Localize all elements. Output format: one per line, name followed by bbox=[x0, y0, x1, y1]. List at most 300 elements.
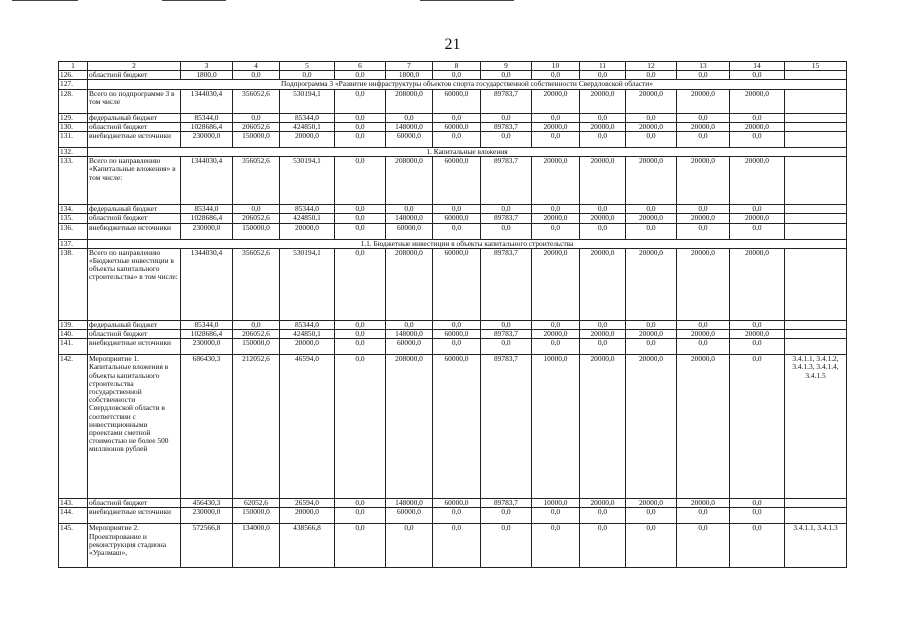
value-cell: 0,0 bbox=[532, 320, 580, 329]
target-codes: 3.4.1.1, 3.4.1.3 bbox=[785, 524, 847, 568]
value-cell: 208000,0 bbox=[386, 248, 433, 320]
value-cell: 0,0 bbox=[335, 524, 386, 568]
column-header: 7 bbox=[386, 62, 433, 71]
value-cell: 0,0 bbox=[481, 113, 532, 122]
value-cell: 0,0 bbox=[580, 132, 626, 148]
row-label: внебюджетные источники bbox=[88, 132, 181, 148]
value-cell: 60000,0 bbox=[433, 89, 481, 113]
value-cell: 20000,0 bbox=[730, 89, 785, 113]
section-title: 1.1. Бюджетные инвестиции в объекты капитального строительства bbox=[88, 239, 847, 248]
row-number: 127. bbox=[59, 80, 88, 89]
section-title-row bbox=[59, 80, 847, 89]
target-codes bbox=[785, 330, 847, 339]
table-row bbox=[59, 157, 847, 205]
value-cell: 206052,6 bbox=[233, 122, 280, 131]
value-cell: 150000,0 bbox=[233, 223, 280, 239]
table-row bbox=[59, 499, 847, 508]
value-cell: 0,0 bbox=[580, 223, 626, 239]
value-cell: 208000,0 bbox=[386, 89, 433, 113]
value-cell: 20000,0 bbox=[532, 122, 580, 131]
value-cell: 20000,0 bbox=[580, 214, 626, 223]
row-label: областной бюджет bbox=[88, 330, 181, 339]
value-cell: 0,0 bbox=[677, 205, 730, 214]
top-rule-right bbox=[420, 0, 514, 1]
value-cell: 0,0 bbox=[677, 71, 730, 80]
value-cell: 424850,1 bbox=[280, 330, 335, 339]
value-cell: 0,0 bbox=[626, 223, 677, 239]
value-cell: 20000,0 bbox=[730, 248, 785, 320]
value-cell: 456430,3 bbox=[181, 499, 233, 508]
row-number: 128. bbox=[59, 89, 88, 113]
value-cell: 208000,0 bbox=[386, 157, 433, 205]
row-number: 133. bbox=[59, 157, 88, 205]
table-row bbox=[59, 320, 847, 329]
value-cell: 0,0 bbox=[386, 524, 433, 568]
value-cell: 686430,3 bbox=[181, 355, 233, 499]
value-cell: 572566,8 bbox=[181, 524, 233, 568]
target-codes bbox=[785, 132, 847, 148]
value-cell: 20000,0 bbox=[280, 508, 335, 524]
value-cell: 0,0 bbox=[626, 339, 677, 355]
row-number: 143. bbox=[59, 499, 88, 508]
value-cell: 0,0 bbox=[677, 132, 730, 148]
value-cell: 20000,0 bbox=[532, 214, 580, 223]
value-cell: 20000,0 bbox=[626, 89, 677, 113]
target-codes bbox=[785, 499, 847, 508]
value-cell: 20000,0 bbox=[626, 122, 677, 131]
column-header: 8 bbox=[433, 62, 481, 71]
value-cell: 0,0 bbox=[730, 355, 785, 499]
value-cell: 206052,6 bbox=[233, 214, 280, 223]
row-number: 140. bbox=[59, 330, 88, 339]
value-cell: 0,0 bbox=[433, 223, 481, 239]
value-cell: 20000,0 bbox=[677, 330, 730, 339]
value-cell: 60000,0 bbox=[386, 132, 433, 148]
value-cell: 0,0 bbox=[677, 320, 730, 329]
value-cell: 89783,7 bbox=[481, 122, 532, 131]
value-cell: 60000,0 bbox=[386, 508, 433, 524]
row-label: федеральный бюджет bbox=[88, 205, 181, 214]
value-cell: 0,0 bbox=[532, 524, 580, 568]
value-cell: 10000,0 bbox=[532, 499, 580, 508]
value-cell: 1344030,4 bbox=[181, 248, 233, 320]
table-row bbox=[59, 122, 847, 131]
table-row bbox=[59, 508, 847, 524]
row-number: 138. bbox=[59, 248, 88, 320]
value-cell: 0,0 bbox=[481, 223, 532, 239]
value-cell: 356052,6 bbox=[233, 248, 280, 320]
table-row bbox=[59, 248, 847, 320]
value-cell: 230000,0 bbox=[181, 339, 233, 355]
table-row bbox=[59, 214, 847, 223]
value-cell: 0,0 bbox=[730, 205, 785, 214]
value-cell: 20000,0 bbox=[677, 157, 730, 205]
value-cell: 60000,0 bbox=[433, 122, 481, 131]
table-row bbox=[59, 355, 847, 499]
value-cell: 208000,0 bbox=[386, 355, 433, 499]
value-cell: 0,0 bbox=[481, 71, 532, 80]
value-cell: 1028686,4 bbox=[181, 330, 233, 339]
column-header: 2 bbox=[88, 62, 181, 71]
value-cell: 0,0 bbox=[730, 339, 785, 355]
value-cell: 20000,0 bbox=[730, 122, 785, 131]
value-cell: 20000,0 bbox=[580, 248, 626, 320]
row-number: 145. bbox=[59, 524, 88, 568]
value-cell: 0,0 bbox=[677, 339, 730, 355]
value-cell: 0,0 bbox=[335, 508, 386, 524]
value-cell: 0,0 bbox=[433, 524, 481, 568]
row-number: 129. bbox=[59, 113, 88, 122]
value-cell: 356052,6 bbox=[233, 89, 280, 113]
row-number: 131. bbox=[59, 132, 88, 148]
value-cell: 148000,0 bbox=[386, 122, 433, 131]
value-cell: 0,0 bbox=[730, 508, 785, 524]
value-cell: 0,0 bbox=[280, 71, 335, 80]
column-header: 13 bbox=[677, 62, 730, 71]
value-cell: 148000,0 bbox=[386, 499, 433, 508]
value-cell: 0,0 bbox=[626, 508, 677, 524]
value-cell: 0,0 bbox=[730, 524, 785, 568]
value-cell: 60000,0 bbox=[433, 355, 481, 499]
value-cell: 0,0 bbox=[677, 524, 730, 568]
value-cell: 424850,1 bbox=[280, 214, 335, 223]
value-cell: 0,0 bbox=[335, 71, 386, 80]
value-cell: 89783,7 bbox=[481, 214, 532, 223]
section-title-row bbox=[59, 148, 847, 157]
value-cell: 0,0 bbox=[335, 330, 386, 339]
value-cell: 20000,0 bbox=[580, 499, 626, 508]
table-row bbox=[59, 205, 847, 214]
column-header: 1 bbox=[59, 62, 88, 71]
table-row bbox=[59, 89, 847, 113]
value-cell: 89783,7 bbox=[481, 330, 532, 339]
value-cell: 0,0 bbox=[433, 320, 481, 329]
value-cell: 0,0 bbox=[730, 113, 785, 122]
value-cell: 0,0 bbox=[233, 205, 280, 214]
value-cell: 150000,0 bbox=[233, 508, 280, 524]
value-cell: 0,0 bbox=[481, 524, 532, 568]
value-cell: 0,0 bbox=[730, 320, 785, 329]
section-title-row bbox=[59, 239, 847, 248]
value-cell: 20000,0 bbox=[730, 330, 785, 339]
value-cell: 60000,0 bbox=[433, 157, 481, 205]
table-row bbox=[59, 71, 847, 80]
value-cell: 1800,0 bbox=[386, 71, 433, 80]
value-cell: 212052,6 bbox=[233, 355, 280, 499]
section-title: Подпрограмма 3 «Развитие инфраструктуры объектов спорта государственной собственности Свердловской области» bbox=[88, 80, 847, 89]
row-label: областной бюджет bbox=[88, 214, 181, 223]
value-cell: 0,0 bbox=[233, 320, 280, 329]
value-cell: 20000,0 bbox=[280, 223, 335, 239]
value-cell: 424850,1 bbox=[280, 122, 335, 131]
value-cell: 134000,0 bbox=[233, 524, 280, 568]
row-number: 137. bbox=[59, 239, 88, 248]
row-number: 130. bbox=[59, 122, 88, 131]
row-label: Мероприятие 1. Капитальные вложения в объекты капитального строительства государственной собственности Свердловской области в соответствии с инвестиционными проектами сметной стоимостью не более 500 миллионов рублей bbox=[88, 355, 181, 499]
row-number: 132. bbox=[59, 148, 88, 157]
value-cell: 0,0 bbox=[335, 157, 386, 205]
value-cell: 1344030,4 bbox=[181, 157, 233, 205]
row-number: 135. bbox=[59, 214, 88, 223]
value-cell: 0,0 bbox=[335, 355, 386, 499]
value-cell: 85344,0 bbox=[181, 320, 233, 329]
value-cell: 20000,0 bbox=[580, 355, 626, 499]
value-cell: 206052,6 bbox=[233, 330, 280, 339]
value-cell: 230000,0 bbox=[181, 132, 233, 148]
value-cell: 89783,7 bbox=[481, 499, 532, 508]
value-cell: 20000,0 bbox=[280, 339, 335, 355]
value-cell: 230000,0 bbox=[181, 508, 233, 524]
column-header: 5 bbox=[280, 62, 335, 71]
target-codes bbox=[785, 205, 847, 214]
value-cell: 0,0 bbox=[532, 113, 580, 122]
value-cell: 20000,0 bbox=[532, 248, 580, 320]
row-label: внебюджетные источники bbox=[88, 508, 181, 524]
value-cell: 0,0 bbox=[433, 205, 481, 214]
row-number: 136. bbox=[59, 223, 88, 239]
row-number: 139. bbox=[59, 320, 88, 329]
value-cell: 0,0 bbox=[481, 508, 532, 524]
header-row bbox=[59, 62, 847, 71]
row-number: 142. bbox=[59, 355, 88, 499]
value-cell: 0,0 bbox=[233, 71, 280, 80]
target-codes bbox=[785, 71, 847, 80]
value-cell: 0,0 bbox=[335, 89, 386, 113]
value-cell: 438566,8 bbox=[280, 524, 335, 568]
value-cell: 89783,7 bbox=[481, 248, 532, 320]
value-cell: 0,0 bbox=[730, 132, 785, 148]
value-cell: 0,0 bbox=[335, 122, 386, 131]
table-row bbox=[59, 524, 847, 568]
value-cell: 85344,0 bbox=[280, 205, 335, 214]
value-cell: 89783,7 bbox=[481, 157, 532, 205]
column-header: 9 bbox=[481, 62, 532, 71]
value-cell: 60000,0 bbox=[433, 499, 481, 508]
value-cell: 0,0 bbox=[335, 223, 386, 239]
value-cell: 20000,0 bbox=[580, 330, 626, 339]
budget-table bbox=[58, 61, 847, 568]
column-header: 6 bbox=[335, 62, 386, 71]
target-codes bbox=[785, 122, 847, 131]
column-header: 15 bbox=[785, 62, 847, 71]
value-cell: 20000,0 bbox=[677, 355, 730, 499]
value-cell: 60000,0 bbox=[433, 330, 481, 339]
row-label: областной бюджет bbox=[88, 122, 181, 131]
row-number: 144. bbox=[59, 508, 88, 524]
value-cell: 356052,6 bbox=[233, 157, 280, 205]
value-cell: 20000,0 bbox=[626, 355, 677, 499]
value-cell: 60000,0 bbox=[433, 214, 481, 223]
value-cell: 0,0 bbox=[677, 508, 730, 524]
value-cell: 0,0 bbox=[532, 223, 580, 239]
value-cell: 150000,0 bbox=[233, 132, 280, 148]
value-cell: 148000,0 bbox=[386, 214, 433, 223]
value-cell: 0,0 bbox=[677, 223, 730, 239]
value-cell: 0,0 bbox=[626, 524, 677, 568]
value-cell: 20000,0 bbox=[580, 157, 626, 205]
value-cell: 0,0 bbox=[481, 205, 532, 214]
value-cell: 20000,0 bbox=[626, 157, 677, 205]
column-header: 14 bbox=[730, 62, 785, 71]
value-cell: 89783,7 bbox=[481, 355, 532, 499]
value-cell: 0,0 bbox=[532, 205, 580, 214]
value-cell: 0,0 bbox=[481, 339, 532, 355]
column-header: 3 bbox=[181, 62, 233, 71]
value-cell: 0,0 bbox=[335, 339, 386, 355]
value-cell: 530194,1 bbox=[280, 157, 335, 205]
value-cell: 26594,0 bbox=[280, 499, 335, 508]
target-codes bbox=[785, 320, 847, 329]
value-cell: 0,0 bbox=[433, 71, 481, 80]
column-header: 4 bbox=[233, 62, 280, 71]
value-cell: 148000,0 bbox=[386, 330, 433, 339]
target-codes bbox=[785, 223, 847, 239]
value-cell: 0,0 bbox=[433, 339, 481, 355]
value-cell: 0,0 bbox=[580, 320, 626, 329]
row-label: областной бюджет bbox=[88, 71, 181, 80]
value-cell: 0,0 bbox=[386, 205, 433, 214]
column-header: 12 bbox=[626, 62, 677, 71]
value-cell: 20000,0 bbox=[677, 89, 730, 113]
value-cell: 60000,0 bbox=[386, 339, 433, 355]
target-codes: 3.4.1.1, 3.4.1.2, 3.4.1.3, 3.4.1.4, 3.4.1.5 bbox=[785, 355, 847, 499]
row-number: 141. bbox=[59, 339, 88, 355]
row-label: областной бюджет bbox=[88, 499, 181, 508]
row-label: федеральный бюджет bbox=[88, 320, 181, 329]
top-rule-mid bbox=[162, 0, 226, 1]
table-row bbox=[59, 339, 847, 355]
value-cell: 0,0 bbox=[580, 339, 626, 355]
value-cell: 0,0 bbox=[433, 132, 481, 148]
value-cell: 0,0 bbox=[335, 113, 386, 122]
value-cell: 0,0 bbox=[532, 132, 580, 148]
target-codes bbox=[785, 508, 847, 524]
target-codes bbox=[785, 214, 847, 223]
value-cell: 0,0 bbox=[335, 214, 386, 223]
value-cell: 20000,0 bbox=[626, 214, 677, 223]
value-cell: 20000,0 bbox=[580, 122, 626, 131]
value-cell: 0,0 bbox=[335, 132, 386, 148]
value-cell: 0,0 bbox=[677, 113, 730, 122]
value-cell: 150000,0 bbox=[233, 339, 280, 355]
value-cell: 60000,0 bbox=[433, 248, 481, 320]
value-cell: 20000,0 bbox=[677, 248, 730, 320]
row-label: федеральный бюджет bbox=[88, 113, 181, 122]
value-cell: 89783,7 bbox=[481, 89, 532, 113]
value-cell: 10000,0 bbox=[532, 355, 580, 499]
value-cell: 0,0 bbox=[626, 205, 677, 214]
value-cell: 1800,0 bbox=[181, 71, 233, 80]
value-cell: 0,0 bbox=[532, 339, 580, 355]
value-cell: 0,0 bbox=[386, 113, 433, 122]
value-cell: 0,0 bbox=[481, 320, 532, 329]
value-cell: 0,0 bbox=[233, 113, 280, 122]
target-codes bbox=[785, 113, 847, 122]
row-number: 134. bbox=[59, 205, 88, 214]
value-cell: 0,0 bbox=[481, 132, 532, 148]
value-cell: 0,0 bbox=[730, 223, 785, 239]
value-cell: 0,0 bbox=[386, 320, 433, 329]
value-cell: 530194,1 bbox=[280, 248, 335, 320]
value-cell: 0,0 bbox=[626, 320, 677, 329]
table-row bbox=[59, 330, 847, 339]
top-rule-left bbox=[12, 0, 78, 1]
section-title: 1. Капитальные вложения bbox=[88, 148, 847, 157]
page-number: 21 bbox=[444, 36, 461, 53]
value-cell: 0,0 bbox=[580, 205, 626, 214]
value-cell: 20000,0 bbox=[730, 214, 785, 223]
row-number: 126. bbox=[59, 71, 88, 80]
value-cell: 0,0 bbox=[433, 113, 481, 122]
value-cell: 0,0 bbox=[580, 508, 626, 524]
value-cell: 85344,0 bbox=[181, 205, 233, 214]
value-cell: 0,0 bbox=[580, 113, 626, 122]
column-header: 10 bbox=[532, 62, 580, 71]
value-cell: 1028686,4 bbox=[181, 214, 233, 223]
value-cell: 20000,0 bbox=[532, 89, 580, 113]
value-cell: 0,0 bbox=[626, 132, 677, 148]
value-cell: 0,0 bbox=[730, 71, 785, 80]
row-label: внебюджетные источники bbox=[88, 223, 181, 239]
value-cell: 0,0 bbox=[335, 205, 386, 214]
value-cell: 0,0 bbox=[730, 499, 785, 508]
value-cell: 20000,0 bbox=[626, 330, 677, 339]
row-label: Всего по направлению «Бюджетные инвестиции в объекты капитального строительства» в том числе: bbox=[88, 248, 181, 320]
value-cell: 0,0 bbox=[626, 71, 677, 80]
table-row bbox=[59, 113, 847, 122]
value-cell: 85344,0 bbox=[181, 113, 233, 122]
value-cell: 530194,1 bbox=[280, 89, 335, 113]
value-cell: 0,0 bbox=[580, 71, 626, 80]
value-cell: 0,0 bbox=[532, 508, 580, 524]
value-cell: 20000,0 bbox=[626, 248, 677, 320]
value-cell: 0,0 bbox=[335, 499, 386, 508]
row-label: внебюджетные источники bbox=[88, 339, 181, 355]
value-cell: 20000,0 bbox=[280, 132, 335, 148]
value-cell: 60000,0 bbox=[386, 223, 433, 239]
value-cell: 230000,0 bbox=[181, 223, 233, 239]
value-cell: 20000,0 bbox=[532, 330, 580, 339]
target-codes bbox=[785, 89, 847, 113]
value-cell: 0,0 bbox=[335, 320, 386, 329]
row-label: Мероприятие 2. Проектирование и реконструкция стадиона «Уралмаш», bbox=[88, 524, 181, 568]
value-cell: 20000,0 bbox=[626, 499, 677, 508]
value-cell: 20000,0 bbox=[532, 157, 580, 205]
value-cell: 62052,6 bbox=[233, 499, 280, 508]
value-cell: 0,0 bbox=[532, 71, 580, 80]
target-codes bbox=[785, 248, 847, 320]
value-cell: 20000,0 bbox=[730, 157, 785, 205]
row-label: Всего по подпрограмме 3 в том числе bbox=[88, 89, 181, 113]
value-cell: 20000,0 bbox=[677, 214, 730, 223]
value-cell: 0,0 bbox=[335, 248, 386, 320]
target-codes bbox=[785, 157, 847, 205]
column-header: 11 bbox=[580, 62, 626, 71]
value-cell: 0,0 bbox=[580, 524, 626, 568]
row-label: Всего по направлению «Капитальные вложения» в том числе: bbox=[88, 157, 181, 205]
value-cell: 1028686,4 bbox=[181, 122, 233, 131]
value-cell: 1344030,4 bbox=[181, 89, 233, 113]
value-cell: 20000,0 bbox=[580, 89, 626, 113]
table-row bbox=[59, 223, 847, 239]
value-cell: 85344,0 bbox=[280, 320, 335, 329]
value-cell: 0,0 bbox=[626, 113, 677, 122]
value-cell: 85344,0 bbox=[280, 113, 335, 122]
value-cell: 20000,0 bbox=[677, 499, 730, 508]
table-row bbox=[59, 132, 847, 148]
value-cell: 20000,0 bbox=[677, 122, 730, 131]
target-codes bbox=[785, 339, 847, 355]
